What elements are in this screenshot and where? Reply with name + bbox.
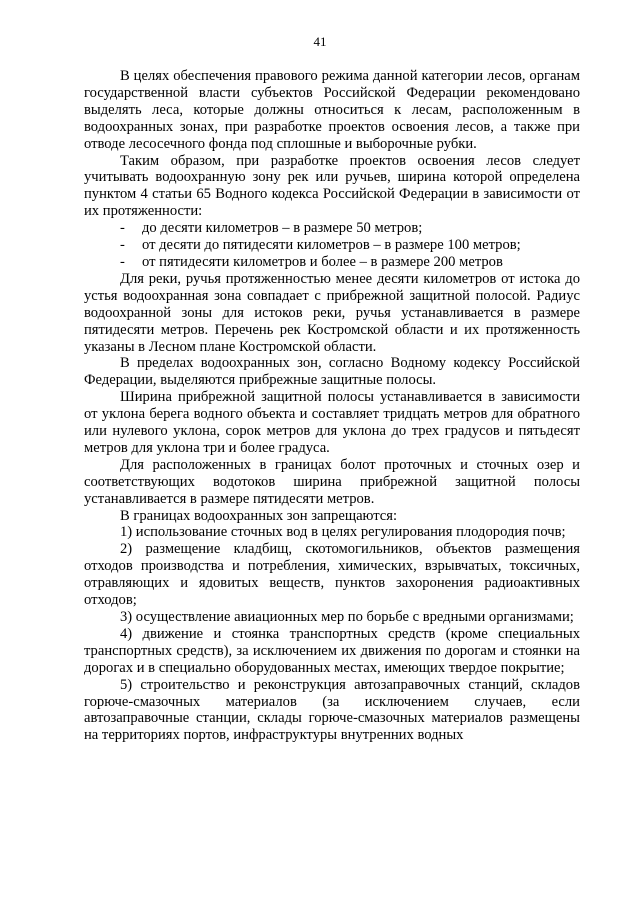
list-item	[120, 254, 580, 271]
list-marker: -	[120, 253, 125, 270]
document-body	[84, 68, 580, 744]
list-item-text: от пятидесяти километров и более – в размере 200 метров	[142, 253, 503, 270]
paragraph-11: 4) движение и стоянка транспортных средств (кроме специальных транспортных средств), за исключением их движения по дорогам и стоянки на дорогах и в специально оборудованных местах, имеющих твердое покрытие;	[84, 625, 580, 676]
list-marker: -	[120, 237, 125, 254]
paragraph-5: Ширина прибрежной защитной полосы устанавливается в зависимости от уклона берега водного объекта и составляет тридцать метров для обратного или нулевого уклона, сорок метров для уклона до трех градусов и пятьдесят метров для уклона три и более градуса.	[84, 389, 580, 456]
list-item	[120, 237, 580, 254]
list-item-text: до десяти километров – в размере 50 метров;	[142, 220, 423, 237]
page-number: 41	[313, 34, 327, 49]
list-item-text: от десяти до пятидесяти километров – в размере 100 метров;	[142, 237, 521, 254]
paragraph-4: В пределах водоохранных зон, согласно Водному кодексу Российской Федерации, выделяются прибрежные защитные полосы.	[84, 355, 580, 389]
list-marker: -	[120, 220, 125, 237]
paragraph-7: В границах водоохранных зон запрещаются:	[120, 507, 398, 524]
distance-list	[84, 220, 580, 271]
paragraph-9: 2) размещение кладбищ, скотомогильников, объектов размещения отходов производства и потребления, химических, взрывчатых, токсичных, отравляющих и ядовитых веществ, пунктов захоронения радиоактивных отходов;	[84, 541, 580, 609]
paragraph-3: Для реки, ручья протяженностью менее десяти километров от истока до устья водоохранная зона совпадает с прибрежной защитной полосой. Радиус водоохранной зоны для истоков реки, ручья устанавливается в размере пятидесяти метров. Перечень рек Костромской области и их протяженность указаны в Лесном плане Костромской области.	[84, 270, 580, 355]
paragraph-8: 1) использование сточных вод в целях регулирования плодородия почв;	[120, 524, 566, 541]
paragraph-10: 3) осуществление авиационных мер по борьбе с вредными организмами;	[120, 609, 574, 625]
paragraph-1: В целях обеспечения правового режима данной категории лесов, органам государственной власти субъектов Российской Федерации рекомендовано выделять леса, которые должны относиться к лесам, расположенным в водоохранных зонах, при разработке проектов освоения лесов, а также при отводе лесосечного фонда под сплошные и выборочные рубки.	[84, 68, 580, 152]
list-item	[120, 220, 580, 237]
paragraph-12: 5) строительство и реконструкция автозаправочных станций, складов горюче-смазочных материалов (за исключением случаев, если автозаправочные станции, склады горюче-смазочных материалов размещены на территориях портов, инфраструктуры внутренних водных	[84, 676, 580, 744]
paragraph-2: Таким образом, при разработке проектов освоения лесов следует учитывать водоохранную зону рек или ручьев, ширина которой определена пунктом 4 статьи 65 Водного кодекса Российской Федерации в зависимости от их протяженности:	[84, 152, 580, 220]
paragraph-6: Для расположенных в границах болот проточных и сточных озер и соответствующих водотоков ширина прибрежной защитной полосы устанавливается в размере пятидесяти метров.	[84, 456, 580, 507]
